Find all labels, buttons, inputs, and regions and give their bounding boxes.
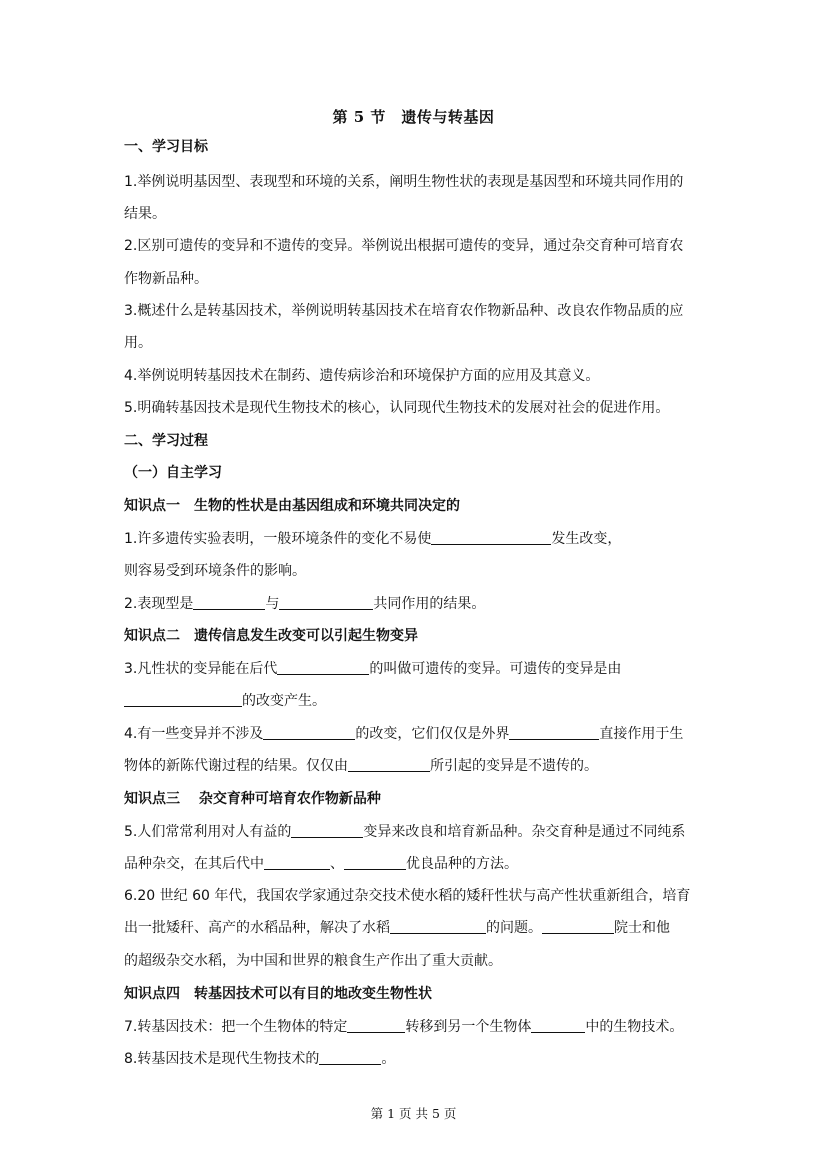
- subsection-self-study: （一）自主学习: [124, 465, 222, 481]
- question-2-text-c: 共同作用的结果。: [373, 596, 486, 612]
- knowledge-point-4-heading: 知识点四 转基因技术可以有目的地改变生物性状: [124, 986, 432, 1002]
- answer-blank-16[interactable]: [319, 1050, 381, 1065]
- answer-blank-11[interactable]: [344, 855, 406, 870]
- question-8-text-b: 。: [381, 1051, 396, 1067]
- question-6-text-c: 院士和他: [614, 920, 670, 936]
- question-5-text-e: 优良品种的方法。: [406, 856, 518, 872]
- question-7: [124, 1018, 704, 1036]
- knowledge-point-1-heading: 知识点一 生物的性状是由基因组成和环境共同决定的: [124, 498, 460, 514]
- question-6-line-1: 6.20 世纪 60 年代，我国农学家通过杂交技术使水稻的矮秆性状与高产性状重新组合，培育: [124, 888, 691, 904]
- question-6-text-a: 出一批矮秆、高产的水稻品种，解决了水稻: [124, 920, 390, 936]
- question-7-text-b: 转移到另一个生物体: [405, 1019, 532, 1035]
- question-4-text-b: 的改变，它们仅仅是外界: [355, 726, 510, 742]
- answer-blank-6[interactable]: [263, 725, 355, 740]
- goal-4: 4.举例说明转基因技术在制药、遗传病诊治和环境保护方面的应用及其意义。: [124, 368, 600, 384]
- question-4-text-a: 4.有一些变异并不涉及: [124, 726, 264, 742]
- question-7-text-c: 中的生物技术。: [585, 1019, 684, 1035]
- knowledge-point-2-heading: 知识点二 遗传信息发生改变可以引起生物变异: [124, 628, 418, 644]
- question-4-line-1: [124, 725, 704, 743]
- page-title: 第 5 节 遗传与转基因: [332, 108, 495, 126]
- goal-2-line-2: 作物新品种。: [124, 271, 208, 287]
- question-3-text-b: 的叫做可遗传的变异。可遗传的变异是由: [369, 661, 622, 677]
- goal-1-line-1: 1.举例说明基因型、表现型和环境的关系，阐明生物性状的表现是基因型和环境共同作用的: [124, 174, 684, 190]
- answer-blank-13[interactable]: [542, 919, 614, 934]
- answer-blank-9[interactable]: [291, 823, 363, 838]
- question-4-text-e: 所引起的变异是不遗传的。: [430, 758, 598, 774]
- question-3-line-2: [124, 692, 704, 710]
- goal-2-line-1: 2.区别可遗传的变异和不遗传的变异。举例说出根据可遗传的变异，通过杂交育种可培育农: [124, 238, 684, 254]
- question-2-text-a: 2.表现型是: [124, 596, 194, 612]
- question-1-text-a: 1.许多遗传实验表明，一般环境条件的变化不易使: [124, 531, 432, 547]
- question-5-text-c: 品种杂交，在其后代中: [124, 856, 264, 872]
- goal-1-line-2: 结果。: [124, 206, 166, 222]
- answer-blank-5[interactable]: [124, 692, 242, 707]
- page-footer: 第 1 页 共 5 页: [370, 1106, 457, 1121]
- answer-blank-10[interactable]: [264, 855, 330, 870]
- question-4-text-d: 物体的新陈代谢过程的结果。仅仅由: [124, 758, 348, 774]
- question-5-line-2: [124, 855, 704, 873]
- question-5-text-a: 5.人们常常利用对人有益的: [124, 824, 292, 840]
- question-2-text-b: 与: [265, 596, 280, 612]
- answer-blank-14[interactable]: [347, 1018, 405, 1033]
- question-3-text-a: 3.凡性状的变异能在后代: [124, 661, 278, 677]
- question-8: [124, 1050, 704, 1068]
- answer-blank-12[interactable]: [390, 919, 486, 934]
- question-6-line-2: [124, 919, 704, 937]
- question-6-text-b: 的问题。: [486, 920, 542, 936]
- goal-5: 5.明确转基因技术是现代生物技术的核心，认同现代生物技术的发展对社会的促进作用。: [124, 400, 670, 416]
- question-1-line-1: [124, 530, 704, 548]
- answer-blank-2[interactable]: [193, 595, 265, 610]
- answer-blank-8[interactable]: [348, 757, 430, 772]
- question-1-line-2: 则容易受到环境条件的影响。: [124, 563, 306, 579]
- goal-3-line-2: 用。: [124, 335, 152, 351]
- section-heading-goals: 一、学习目标: [124, 139, 208, 155]
- question-1-text-b: 发生改变，: [551, 531, 622, 547]
- question-5-text-b: 变异来改良和培育新品种。杂交育种是通过不同纯系: [363, 824, 686, 840]
- answer-blank-7[interactable]: [509, 725, 599, 740]
- question-7-text-a: 7.转基因技术：把一个生物体的特定: [124, 1019, 348, 1035]
- answer-blank-1[interactable]: [431, 530, 551, 545]
- answer-blank-15[interactable]: [531, 1018, 585, 1033]
- question-2: [124, 595, 704, 613]
- question-8-text-a: 8.转基因技术是现代生物技术的: [124, 1051, 320, 1067]
- question-3-text-c: 的改变产生。: [242, 693, 326, 709]
- question-4-line-2: [124, 757, 704, 775]
- question-4-text-c: 直接作用于生: [599, 726, 684, 742]
- question-5-line-1: [124, 823, 704, 841]
- answer-blank-4[interactable]: [277, 660, 369, 675]
- question-3-line-1: [124, 660, 704, 678]
- section-heading-process: 二、学习过程: [124, 433, 208, 449]
- answer-blank-3[interactable]: [279, 595, 373, 610]
- goal-3-line-1: 3.概述什么是转基因技术，举例说明转基因技术在培育农作物新品种、改良农作物品质的应: [124, 303, 684, 319]
- question-5-text-d: 、: [330, 856, 344, 872]
- knowledge-point-3-heading: 知识点三 杂交育种可培育农作物新品种: [124, 791, 381, 807]
- question-6-line-3: 的超级杂交水稻，为中国和世界的粮食生产作出了重大贡献。: [124, 953, 502, 969]
